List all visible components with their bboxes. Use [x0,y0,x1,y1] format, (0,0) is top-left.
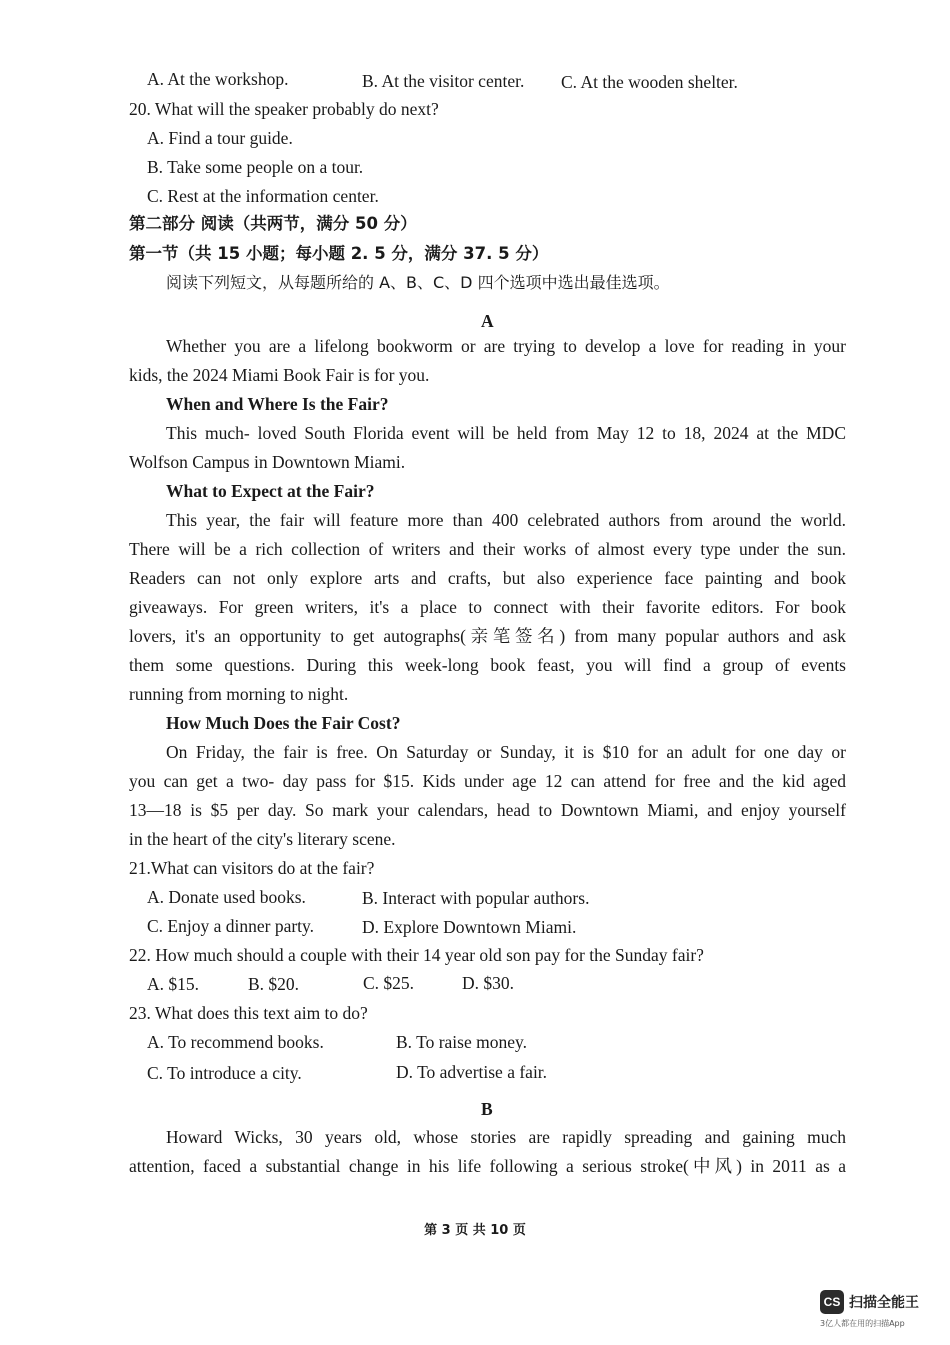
q23-stem: 23. What does this text aim to do? [129,1003,368,1023]
camscanner-logo-icon: CS [820,1290,844,1314]
passage-b-letter: B [481,1099,493,1119]
reading-instruction: 阅读下列短文，从每题所给的 A、B、C、D 四个选项中选出最佳选项。 [166,273,670,292]
q23-option-a: A. To recommend books. [147,1032,324,1052]
passage-a-p3-line3: 13—18 is $5 per day. So mark your calendars, head to Downtown Miami, and enjoy yourself [129,800,846,820]
q23-option-d: D. To advertise a fair. [396,1062,548,1082]
passage-a-heading-when-where: When and Where Is the Fair? [166,394,389,414]
passage-a-p2-line1: This year, the fair will feature more than 400 celebrated authors from around the world. [166,510,846,530]
passage-a-heading-cost: How Much Does the Fair Cost? [166,713,401,733]
q23-option-b: B. To raise money. [396,1032,527,1052]
q21-option-d: D. Explore Downtown Miami. [362,917,577,937]
passage-a-p1-line2: Wolfson Campus in Downtown Miami. [129,452,406,472]
section1-heading: 第一节（共 15 小题；每小题 2. 5 分，满分 37. 5 分） [129,244,549,263]
q19-option-b: B. At the visitor center. [362,71,525,91]
q20-option-a: A. Find a tour guide. [147,128,293,148]
passage-a-p2-line5: lovers, it's an opportunity to get autographs(亲笔签名) from many popular authors and ask [129,626,846,646]
passage-a-p3-line2: you can get a two- day pass for $15. Kids under age 12 can attend for free and the kid aged [129,771,846,791]
q22-stem: 22. How much should a couple with their 14 year old son pay for the Sunday fair? [129,945,704,965]
passage-a-heading-expect: What to Expect at the Fair? [166,481,375,501]
passage-a-p2-line6: them some questions. During this week-long book feast, you will find a group of events [129,655,846,675]
part2-heading: 第二部分 阅读（共两节，满分 50 分） [129,214,417,233]
q22-option-a: A. $15. [147,974,200,994]
q22-option-b: B. $20. [248,974,300,994]
passage-a-p2-line2: There will be a rich collection of writers and their works of almost every type under the sun. [129,539,846,559]
passage-a-letter: A [481,311,494,331]
passage-a-intro-line2: kids, the 2024 Miami Book Fair is for you. [129,365,430,385]
q20-option-b: B. Take some people on a tour. [147,157,364,177]
q21-option-c: C. Enjoy a dinner party. [147,916,315,936]
passage-a-p3-line1: On Friday, the fair is free. On Saturday or Sunday, it is $10 for an adult for one day or [166,742,846,762]
passage-a-p2-line4: giveaways. For green writers, it's a place to connect with their favorite editors. For book [129,597,846,617]
page-number-footer: 第 3 页 共 10 页 [424,1223,526,1238]
q22-option-c: C. $25. [363,973,415,993]
passage-a-p2-line7: running from morning to night. [129,684,349,704]
passage-a-p2-line3: Readers can not only explore arts and crafts, but also experience face painting and book [129,568,846,588]
passage-b-p1-line1: Howard Wicks, 30 years old, whose stories are rapidly spreading and gaining much [166,1127,846,1147]
q23-option-c: C. To introduce a city. [147,1063,302,1083]
q21-option-a: A. Donate used books. [147,887,306,907]
q22-option-d: D. $30. [462,973,515,993]
passage-b-p1-line2: attention, faced a substantial change in his life following a serious stroke(中风) in 2011 as a [129,1156,846,1176]
q20-option-c: C. Rest at the information center. [147,186,379,206]
q19-option-a: A. At the workshop. [147,69,289,89]
passage-a-intro-line1: Whether you are a lifelong bookworm or are trying to develop a love for reading in your [166,336,846,356]
q19-option-c: C. At the wooden shelter. [561,72,738,92]
passage-a-p3-line4: in the heart of the city's literary scene. [129,829,396,849]
watermark-app-name: 扫描全能王 [849,1295,919,1311]
q20-stem: 20. What will the speaker probably do next? [129,99,439,119]
q21-stem: 21.What can visitors do at the fair? [129,858,375,878]
scanner-watermark [820,1290,935,1330]
watermark-tagline: 3亿人都在用的扫描App [820,1319,905,1328]
passage-a-p1-line1: This much- loved South Florida event will be held from May 12 to 18, 2024 at the MDC [166,423,846,443]
q21-option-b: B. Interact with popular authors. [362,888,590,908]
